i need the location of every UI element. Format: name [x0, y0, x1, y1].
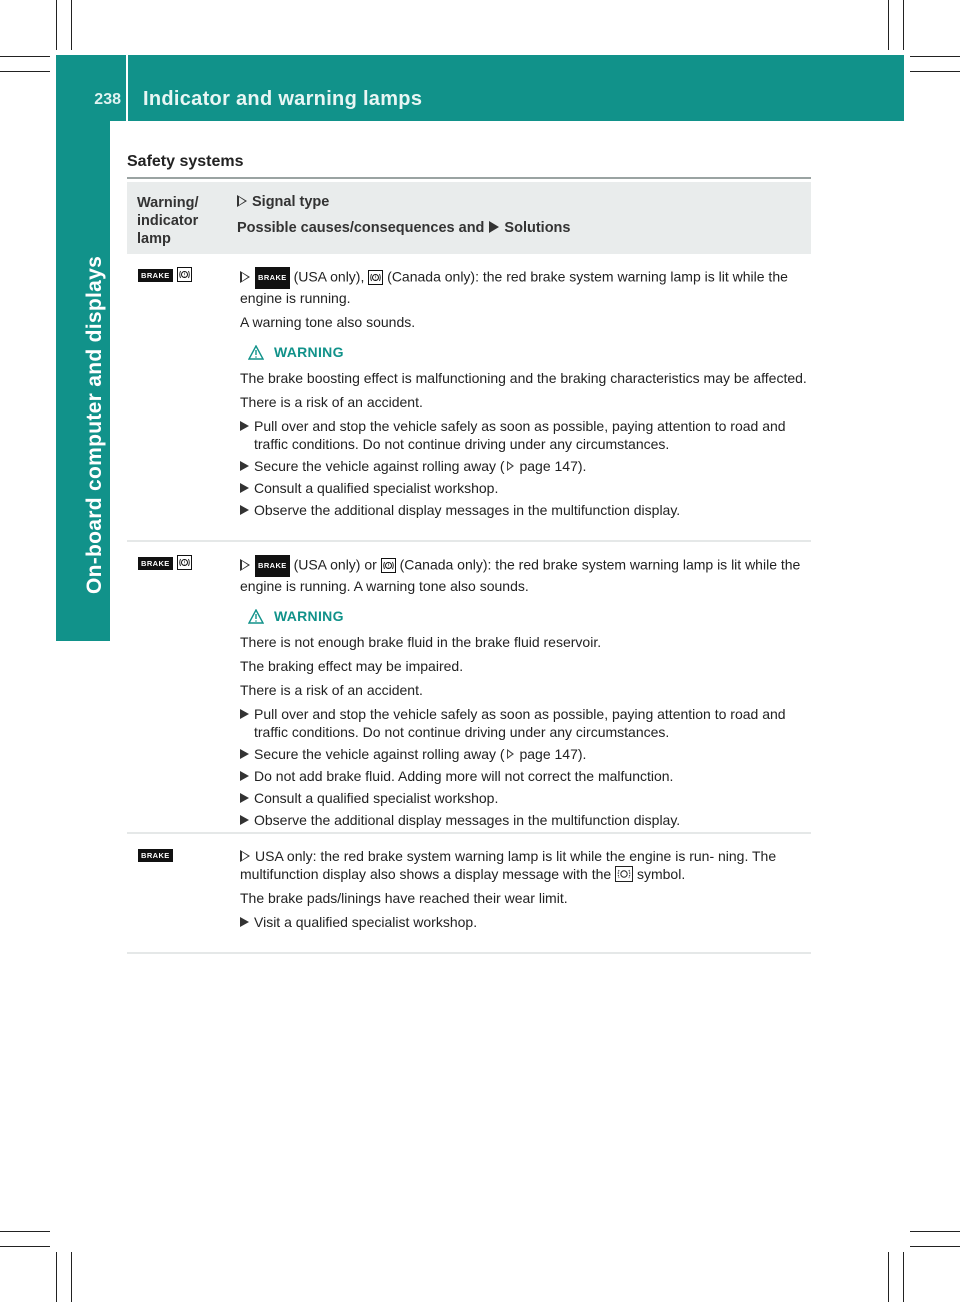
section-title: Safety systems: [127, 153, 244, 170]
row-text: (Canada only): the red brake system warning lamp is lit while the engine is running. A warning tone also sounds.: [240, 556, 801, 594]
solution-item: Observe the additional display messages in the multifunction display.: [240, 501, 810, 519]
row-text: symbol.: [636, 866, 686, 882]
lamp-icons: [138, 847, 173, 865]
warning-label: WARNING: [274, 608, 344, 624]
crop-mark: [0, 56, 50, 57]
brake-lamp-icon: BRAKE: [138, 269, 173, 282]
table-row: [127, 254, 811, 542]
row-divider: [127, 952, 811, 954]
solution-item: Consult a qualified specialist workshop.: [240, 789, 810, 807]
header-signal-type: Signal type: [252, 194, 330, 210]
solution-arrow-icon: [489, 221, 499, 233]
svg-text:!: !: [387, 563, 390, 570]
warning-text: The brake boosting effect is malfunctioning and the braking characteristics may be affected.: [240, 370, 807, 386]
row-content: [240, 847, 810, 935]
solution-item: [240, 745, 810, 763]
svg-text:!: !: [374, 275, 377, 282]
crop-mark: [56, 0, 57, 50]
page-ref-link[interactable]: page 147).: [519, 746, 587, 762]
crop-mark: [71, 1252, 72, 1302]
solution-item: Do not add brake fluid. Adding more will not correct the malfunction.: [240, 767, 810, 785]
brake-circle-icon: [177, 555, 192, 570]
solution-text: Secure the vehicle against rolling away (: [254, 458, 505, 474]
warning-text: There is a risk of an accident.: [240, 394, 423, 410]
page-ref-icon: [507, 749, 514, 759]
crop-mark: [0, 1246, 50, 1247]
table-top-rule: [127, 177, 811, 179]
solution-item: Visit a qualified specialist workshop.: [240, 913, 810, 931]
page-header: [56, 55, 904, 121]
page-number: 238: [94, 91, 121, 108]
svg-text:!: !: [183, 560, 186, 567]
crop-mark: [903, 0, 904, 50]
crop-mark: [888, 1252, 889, 1302]
row-content: [240, 555, 810, 833]
header-col-lamp: Warning/ indicator lamp: [137, 195, 199, 247]
solution-item: Observe the additional display messages in the multifunction display.: [240, 811, 810, 829]
brake-lamp-icon: BRAKE: [255, 555, 290, 577]
solution-item: Consult a qualified specialist workshop.: [240, 479, 810, 497]
row-text: USA only: the red brake system warning lamp is lit while the engine is run- ning. The multifunction display also shows a display message with the: [240, 848, 777, 882]
page-title: Indicator and warning lamps: [143, 88, 423, 110]
table-row: [127, 542, 811, 834]
warning-text: There is not enough brake fluid in the brake fluid reservoir.: [240, 634, 602, 650]
brake-lamp-icon: BRAKE: [138, 557, 173, 570]
warning-heading: [248, 343, 810, 361]
row-text: (USA only),: [293, 268, 365, 285]
crop-mark: [0, 1231, 50, 1232]
solution-text: Secure the vehicle against rolling away (: [254, 746, 505, 762]
header-causes: Possible causes/consequences and: [237, 220, 485, 236]
crop-mark: [888, 0, 889, 50]
header-solutions: Solutions: [504, 220, 571, 236]
row-content: [240, 267, 810, 523]
crop-mark: [903, 1252, 904, 1302]
crop-mark: [910, 1246, 960, 1247]
crop-mark: [910, 56, 960, 57]
crop-mark: [0, 71, 50, 72]
brake-pad-wear-icon: [615, 866, 633, 882]
solution-item: Pull over and stop the vehicle safely as soon as possible, paying attention to road and traffic conditions. Do not continue driving under any circumstances.: [240, 417, 810, 453]
signal-type-icon: [240, 559, 250, 571]
header-col-signal: [237, 194, 571, 236]
brake-lamp-icon: BRAKE: [255, 267, 290, 289]
header-divider: [126, 55, 128, 121]
crop-mark: [910, 1231, 960, 1232]
page-ref-icon: [507, 461, 514, 471]
warning-triangle-icon: [248, 609, 264, 624]
lamp-icons: [138, 267, 192, 285]
warning-label: WARNING: [274, 344, 344, 360]
crop-mark: [56, 1252, 57, 1302]
row-text: (Canada only): the red brake system warning lamp is lit while the engine is running.: [240, 268, 788, 306]
brake-circle-icon: [177, 267, 192, 282]
side-tab-label: On-board computer and displays: [83, 255, 106, 594]
warning-heading: [248, 607, 810, 625]
solution-item: Pull over and stop the vehicle safely as soon as possible, paying attention to road and traffic conditions. Do not continue driving under any circumstances.: [240, 705, 810, 741]
brake-circle-icon: [381, 558, 396, 573]
signal-type-icon: [237, 195, 247, 207]
solution-item: [240, 457, 810, 475]
warning-text: There is a risk of an accident.: [240, 682, 423, 698]
brake-circle-icon: [368, 270, 383, 285]
signal-type-icon: [240, 271, 250, 283]
page-ref-link[interactable]: page 147).: [519, 458, 587, 474]
table-row: [127, 834, 811, 954]
row-text: (USA only) or: [293, 556, 377, 573]
row-text: The brake pads/linings have reached their wear limit.: [240, 890, 568, 906]
table-header: [127, 182, 811, 254]
signal-type-icon: [240, 850, 250, 862]
crop-mark: [71, 0, 72, 50]
brake-lamp-icon: BRAKE: [138, 849, 173, 862]
warning-text: The braking effect may be impaired.: [240, 658, 464, 674]
warning-triangle-icon: [248, 345, 264, 360]
row-text: A warning tone also sounds.: [240, 314, 416, 330]
svg-text:!: !: [183, 272, 186, 279]
lamp-icons: [138, 555, 192, 573]
crop-mark: [910, 71, 960, 72]
